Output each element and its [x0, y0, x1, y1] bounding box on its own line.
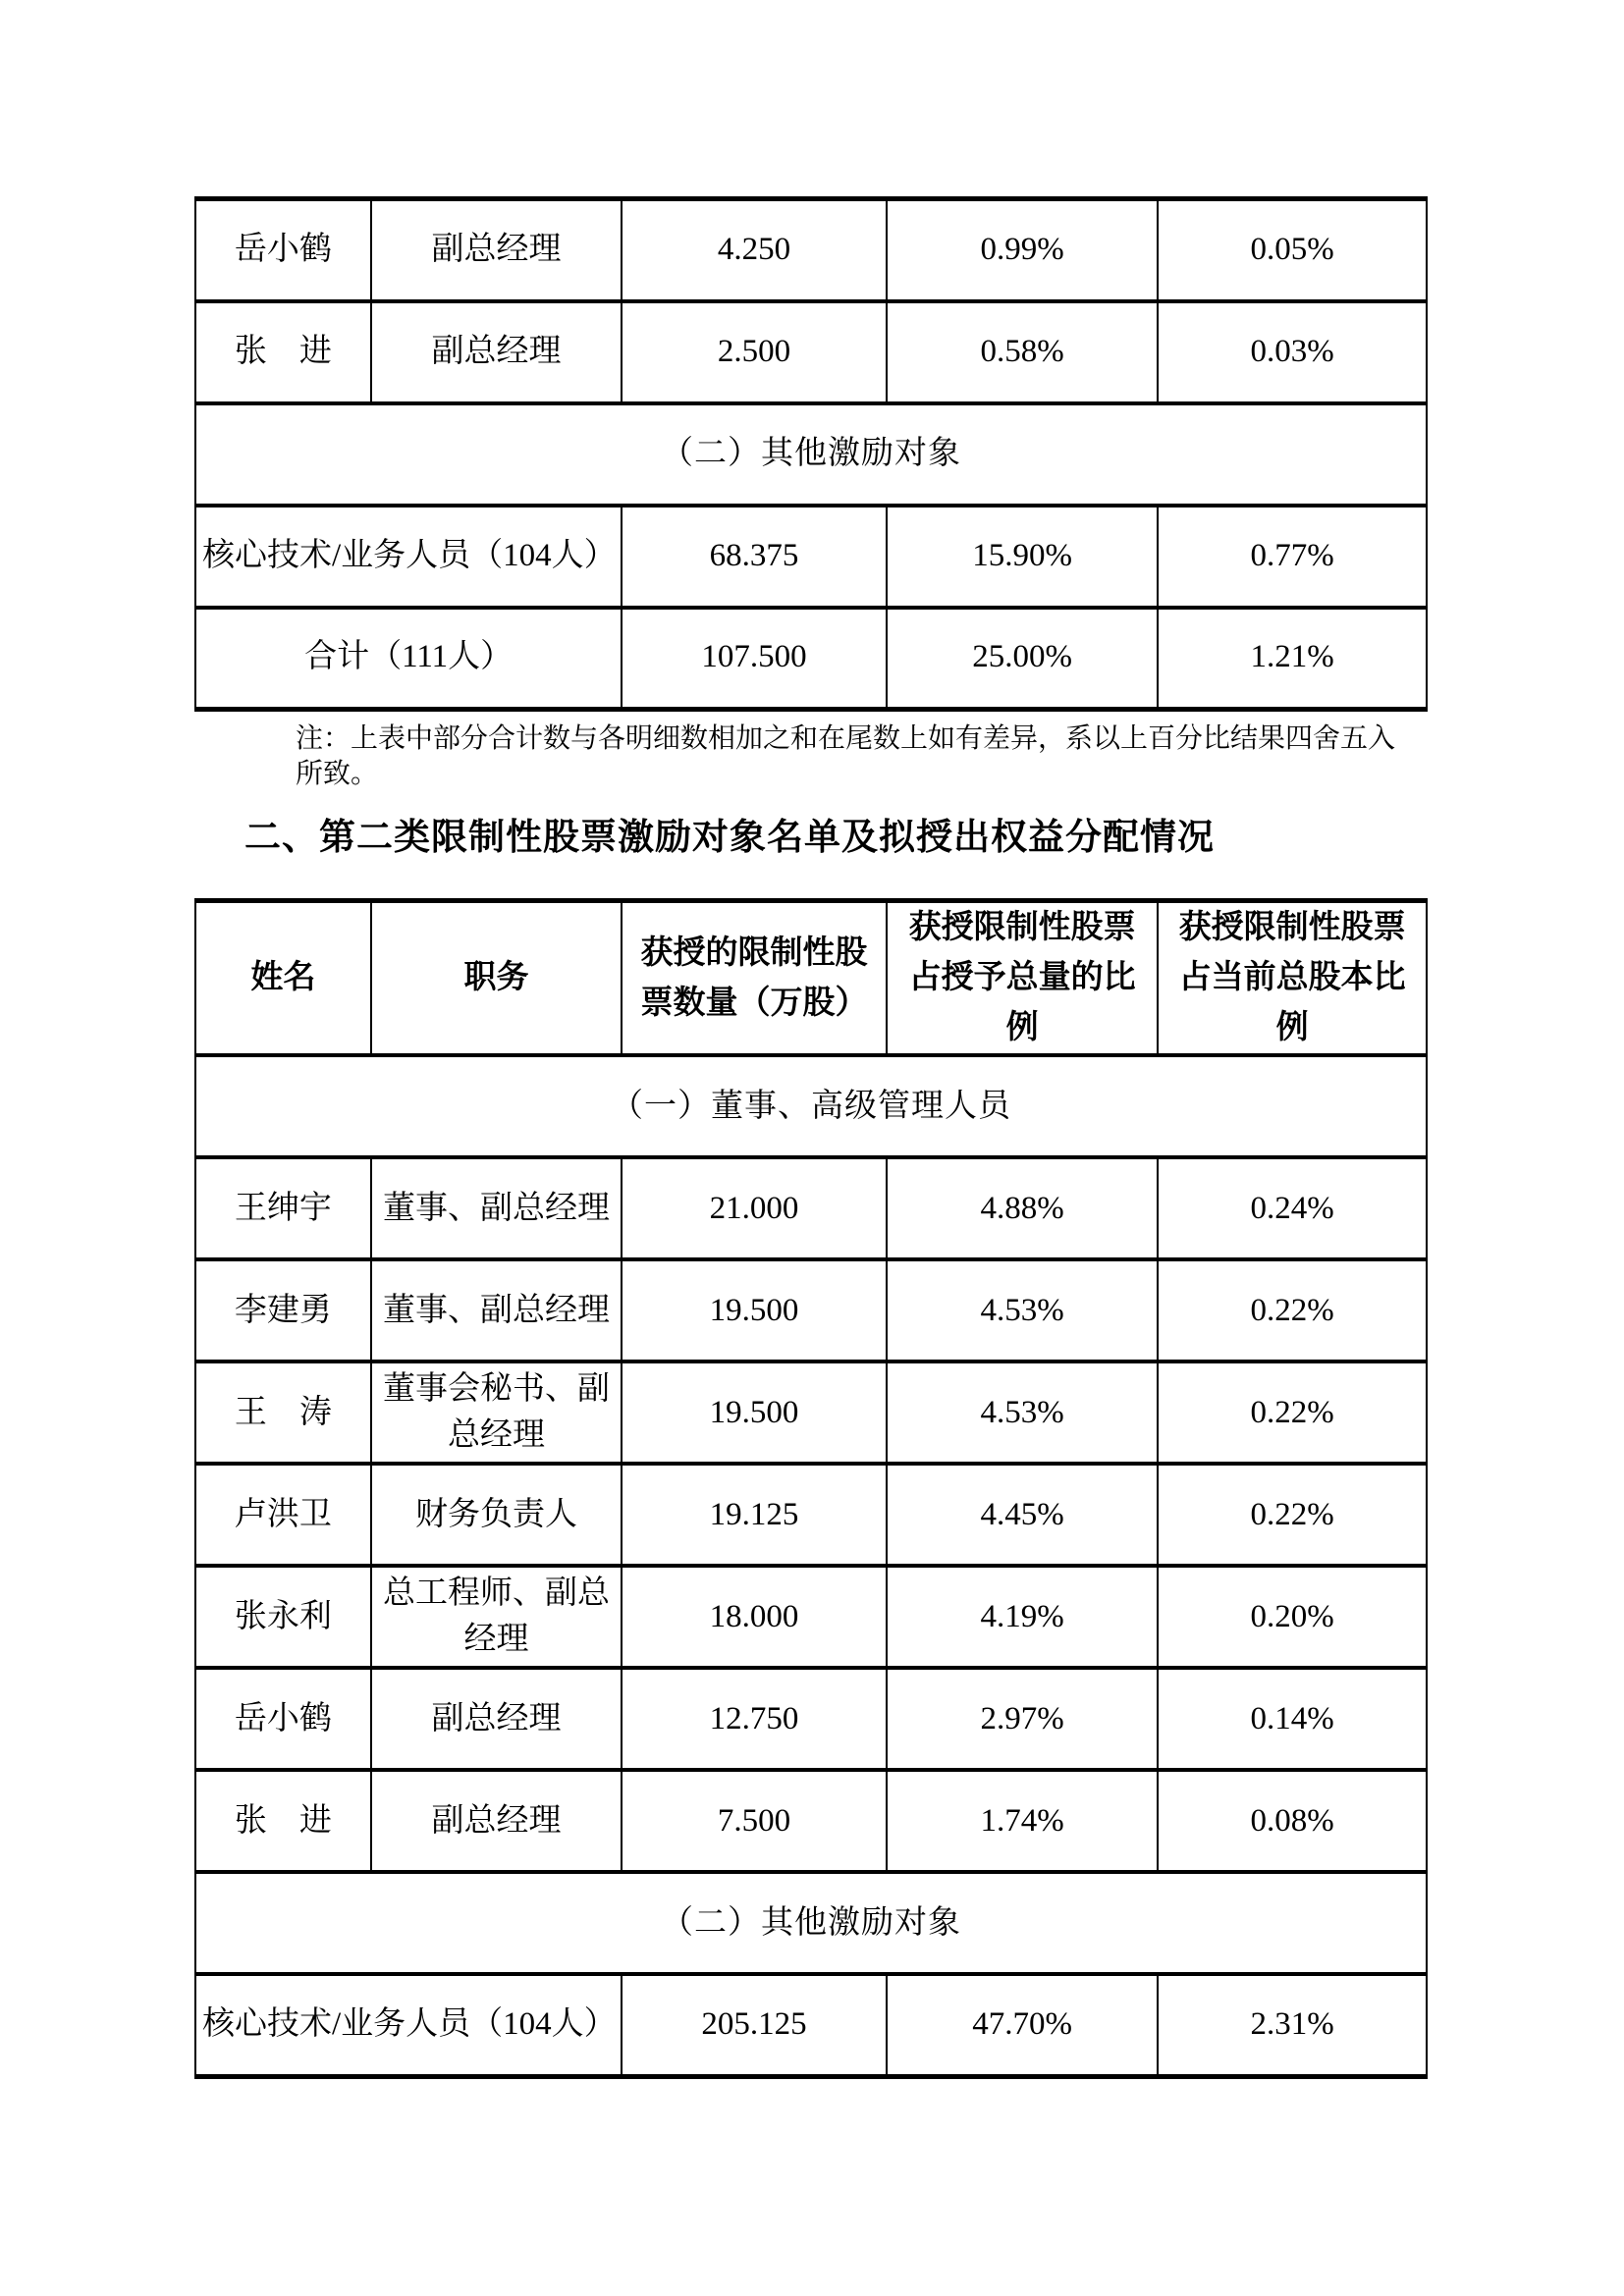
table-header-row [195, 901, 1427, 1056]
pct-of-total-grant-cell: 2.97% [887, 1668, 1159, 1770]
pct-of-share-capital-cell: 2.31% [1158, 1974, 1427, 2076]
shares-granted-cell: 205.125 [622, 1974, 887, 2076]
name-cell: 张 进 [195, 1770, 371, 1872]
table-row [195, 506, 1427, 608]
position-cell: 副总经理 [371, 1668, 623, 1770]
name-cell: 王 涛 [195, 1362, 371, 1464]
table-row [195, 1668, 1427, 1770]
pct-of-share-capital-cell: 0.22% [1158, 1259, 1427, 1362]
name-cell: 张永利 [195, 1566, 371, 1668]
table-row [195, 199, 1427, 301]
shares-granted-cell: 7.500 [622, 1770, 887, 1872]
pct-of-total-grant-cell: 15.90% [887, 506, 1159, 608]
section-label-cell: （二）其他激励对象 [195, 403, 1427, 506]
pct-of-total-grant-cell: 25.00% [887, 608, 1159, 710]
section-row [195, 1872, 1427, 1974]
pct-of-share-capital-cell: 0.24% [1158, 1157, 1427, 1259]
shares-granted-cell: 19.125 [622, 1464, 887, 1566]
position-cell: 副总经理 [371, 199, 623, 301]
header-cell: 姓名 [195, 901, 371, 1056]
shares-granted-cell: 107.500 [622, 608, 887, 710]
table-row [195, 1157, 1427, 1259]
position-cell: 财务负责人 [371, 1464, 623, 1566]
table-footnote: 注：上表中部分合计数与各明细数相加之和在尾数上如有差异，系以上百分比结果四舍五入所致。 [296, 723, 1396, 790]
pct-of-share-capital-cell: 0.22% [1158, 1362, 1427, 1464]
name-cell: 张 进 [195, 301, 371, 403]
header-cell: 获授的限制性股票数量（万股） [622, 901, 887, 1056]
pct-of-total-grant-cell: 0.99% [887, 199, 1159, 301]
shares-granted-cell: 4.250 [622, 199, 887, 301]
section-heading: 二、第二类限制性股票激励对象名单及拟授出权益分配情况 [244, 818, 1215, 858]
table-row [195, 608, 1427, 710]
pct-of-share-capital-cell: 0.22% [1158, 1464, 1427, 1566]
position-cell: 副总经理 [371, 1770, 623, 1872]
position-cell: 董事会秘书、副总经理 [371, 1362, 623, 1464]
pct-of-total-grant-cell: 4.53% [887, 1259, 1159, 1362]
pct-of-total-grant-cell: 4.19% [887, 1566, 1159, 1668]
name-cell: 岳小鹤 [195, 1668, 371, 1770]
shares-granted-cell: 2.500 [622, 301, 887, 403]
pct-of-share-capital-cell: 0.77% [1158, 506, 1427, 608]
pct-of-total-grant-cell: 4.45% [887, 1464, 1159, 1566]
pct-of-share-capital-cell: 0.08% [1158, 1770, 1427, 1872]
pct-of-total-grant-cell: 47.70% [887, 1974, 1159, 2076]
pct-of-share-capital-cell: 0.03% [1158, 301, 1427, 403]
shares-granted-cell: 18.000 [622, 1566, 887, 1668]
table-row [195, 1770, 1427, 1872]
shares-granted-cell: 19.500 [622, 1259, 887, 1362]
first-type-restricted-stock-table-continued [194, 196, 1428, 712]
pct-of-total-grant-cell: 0.58% [887, 301, 1159, 403]
section-label-cell: （二）其他激励对象 [195, 1872, 1427, 1974]
table-row [195, 1362, 1427, 1464]
position-cell: 总工程师、副总经理 [371, 1566, 623, 1668]
table-row [195, 1566, 1427, 1668]
name-cell: 卢洪卫 [195, 1464, 371, 1566]
section-row [195, 1055, 1427, 1157]
name-cell: 李建勇 [195, 1259, 371, 1362]
position-cell: 董事、副总经理 [371, 1259, 623, 1362]
group-name-cell: 核心技术/业务人员（104人） [195, 1974, 622, 2076]
table-row [195, 1464, 1427, 1566]
pct-of-total-grant-cell: 4.88% [887, 1157, 1159, 1259]
table-row [195, 301, 1427, 403]
name-cell: 岳小鹤 [195, 199, 371, 301]
header-cell: 获授限制性股票占授予总量的比例 [887, 901, 1159, 1056]
pct-of-share-capital-cell: 0.05% [1158, 199, 1427, 301]
position-cell: 董事、副总经理 [371, 1157, 623, 1259]
second-type-restricted-stock-table [194, 898, 1428, 2079]
shares-granted-cell: 12.750 [622, 1668, 887, 1770]
name-cell: 王绅宇 [195, 1157, 371, 1259]
section-row [195, 403, 1427, 506]
pct-of-total-grant-cell: 1.74% [887, 1770, 1159, 1872]
pct-of-share-capital-cell: 1.21% [1158, 608, 1427, 710]
header-cell: 职务 [371, 901, 623, 1056]
table-row [195, 1974, 1427, 2076]
shares-granted-cell: 68.375 [622, 506, 887, 608]
shares-granted-cell: 19.500 [622, 1362, 887, 1464]
position-cell: 副总经理 [371, 301, 623, 403]
group-name-cell: 合计（111人） [195, 608, 622, 710]
header-cell: 获授限制性股票占当前总股本比例 [1158, 901, 1427, 1056]
pct-of-total-grant-cell: 4.53% [887, 1362, 1159, 1464]
section-label-cell: （一）董事、高级管理人员 [195, 1055, 1427, 1157]
group-name-cell: 核心技术/业务人员（104人） [195, 506, 622, 608]
shares-granted-cell: 21.000 [622, 1157, 887, 1259]
pct-of-share-capital-cell: 0.20% [1158, 1566, 1427, 1668]
table-row [195, 1259, 1427, 1362]
pct-of-share-capital-cell: 0.14% [1158, 1668, 1427, 1770]
